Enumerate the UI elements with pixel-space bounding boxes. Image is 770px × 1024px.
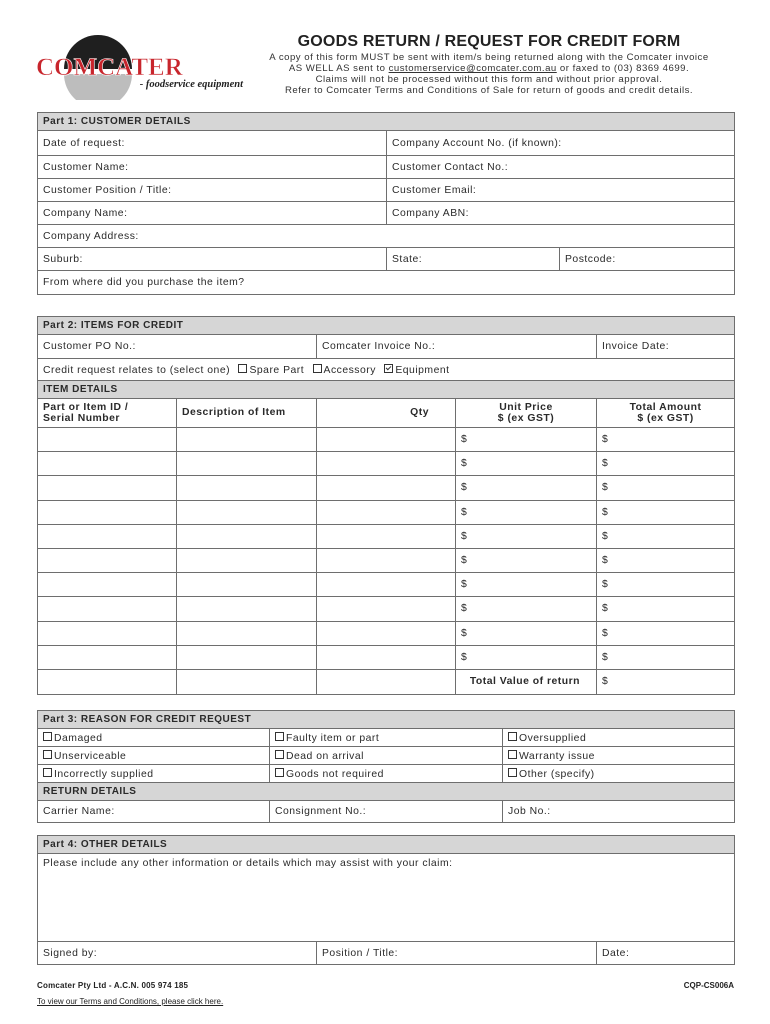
- col-qty: Qty: [317, 399, 456, 428]
- col-total-amount: [597, 399, 735, 428]
- col-part-id: [38, 399, 177, 428]
- form-title: GOODS RETURN / REQUEST FOR CREDIT FORM: [297, 33, 681, 50]
- col-unit-line1: Unit Price: [499, 402, 553, 413]
- oversupplied-label: Oversupplied: [519, 732, 587, 744]
- item-description-cell[interactable]: [177, 621, 317, 645]
- col-description: Description of Item: [177, 399, 317, 428]
- reason-warranty[interactable]: [503, 747, 735, 765]
- total-amount-cell[interactable]: $: [597, 645, 735, 669]
- instructions-line-2: [244, 63, 734, 74]
- logo-text: COMCATER: [36, 54, 183, 81]
- item-description-cell[interactable]: [177, 476, 317, 500]
- total-amount-cell[interactable]: $: [597, 548, 735, 572]
- faulty-checkbox[interactable]: [275, 732, 284, 741]
- accessory-label: Accessory: [323, 364, 376, 376]
- item-description-cell[interactable]: [177, 428, 317, 452]
- incorrectly-supplied-label: Incorrectly supplied: [54, 768, 154, 780]
- unit-price-cell[interactable]: $: [456, 452, 597, 476]
- option-equipment[interactable]: [384, 365, 449, 376]
- item-id-cell[interactable]: [38, 645, 177, 669]
- terms-link[interactable]: To view our Terms and Conditions, please click here.: [37, 997, 224, 1006]
- item-row: [38, 645, 735, 669]
- reason-oversupplied[interactable]: [503, 729, 735, 747]
- incorrectly-supplied-checkbox[interactable]: [43, 768, 52, 777]
- form-code: CQP-CS006A: [683, 981, 734, 990]
- warranty-checkbox[interactable]: [508, 750, 517, 759]
- reason-other[interactable]: [503, 765, 735, 783]
- item-qty-cell[interactable]: [317, 597, 456, 621]
- comcater-logo: [34, 32, 246, 100]
- item-details-heading: ITEM DETAILS: [38, 381, 735, 399]
- item-description-cell[interactable]: [177, 524, 317, 548]
- col-part-id-line1: Part or Item ID /: [43, 402, 129, 413]
- total-amount-cell[interactable]: $: [597, 597, 735, 621]
- company-abn-field[interactable]: Company ABN:: [387, 202, 735, 225]
- total-amount-cell[interactable]: $: [597, 476, 735, 500]
- item-id-cell[interactable]: [38, 621, 177, 645]
- total-amount-cell[interactable]: $: [597, 428, 735, 452]
- part1-customer-details: [37, 112, 735, 295]
- item-row: [38, 500, 735, 524]
- not-required-checkbox[interactable]: [275, 768, 284, 777]
- item-qty-cell[interactable]: [317, 645, 456, 669]
- credit-relates-label: Credit request relates to (select one): [43, 364, 231, 376]
- total-value-label: Total Value of return: [456, 669, 597, 694]
- item-qty-cell[interactable]: [317, 428, 456, 452]
- damaged-checkbox[interactable]: [43, 732, 52, 741]
- item-row: [38, 621, 735, 645]
- col-part-id-line2: Serial Number: [43, 413, 120, 424]
- signed-date-field[interactable]: Date:: [597, 942, 735, 965]
- other-label: Other (specify): [519, 768, 595, 780]
- account-no-field[interactable]: Company Account No. (if known):: [387, 131, 735, 156]
- item-qty-cell[interactable]: [317, 621, 456, 645]
- item-qty-cell[interactable]: [317, 500, 456, 524]
- unit-price-cell[interactable]: $: [456, 548, 597, 572]
- signed-by-field[interactable]: Signed by:: [38, 942, 317, 965]
- purchase-from-field[interactable]: From where did you purchase the item?: [38, 271, 735, 295]
- item-description-cell[interactable]: [177, 500, 317, 524]
- instructions-line-4: Refer to Comcater Terms and Conditions of Sale for return of goods and credit details.: [284, 85, 694, 96]
- item-id-cell[interactable]: [38, 548, 177, 572]
- item-id-cell[interactable]: [38, 476, 177, 500]
- item-row: [38, 476, 735, 500]
- col-total-line1: Total Amount: [629, 402, 702, 413]
- date-of-request-field[interactable]: Date of request:: [38, 131, 387, 156]
- item-id-cell[interactable]: [38, 452, 177, 476]
- return-details-heading: RETURN DETAILS: [38, 783, 735, 801]
- option-spare-part[interactable]: [238, 365, 304, 376]
- unit-price-cell[interactable]: $: [456, 621, 597, 645]
- damaged-label: Damaged: [54, 732, 103, 744]
- reason-not-required[interactable]: [270, 765, 503, 783]
- line2-suffix: or faxed to (03) 8369 4699.: [556, 63, 690, 74]
- part1-heading: Part 1: CUSTOMER DETAILS: [38, 113, 735, 131]
- item-row: [38, 524, 735, 548]
- customer-email-field[interactable]: Customer Email:: [387, 179, 735, 202]
- not-required-label: Goods not required: [286, 768, 384, 780]
- spare-part-checkbox[interactable]: [238, 364, 247, 373]
- item-description-cell[interactable]: [177, 548, 317, 572]
- oversupplied-checkbox[interactable]: [508, 732, 517, 741]
- total-value-cell[interactable]: $: [597, 669, 735, 694]
- item-row: [38, 573, 735, 597]
- item-description-cell[interactable]: [177, 452, 317, 476]
- reason-unserviceable[interactable]: [38, 747, 270, 765]
- total-spacer-1: [38, 669, 177, 694]
- item-id-cell[interactable]: [38, 524, 177, 548]
- accessory-checkbox[interactable]: [313, 364, 322, 373]
- reason-dead-on-arrival[interactable]: [270, 747, 503, 765]
- total-amount-cell[interactable]: $: [597, 573, 735, 597]
- reason-incorrectly-supplied[interactable]: [38, 765, 270, 783]
- item-qty-cell[interactable]: [317, 476, 456, 500]
- signer-position-field[interactable]: Position / Title:: [317, 942, 597, 965]
- total-amount-cell[interactable]: $: [597, 452, 735, 476]
- part3-heading: Part 3: REASON FOR CREDIT REQUEST: [38, 711, 735, 729]
- part2-items-for-credit: [37, 316, 735, 695]
- item-description-cell[interactable]: [177, 597, 317, 621]
- company-address-field[interactable]: Company Address:: [38, 225, 735, 248]
- item-qty-cell[interactable]: [317, 548, 456, 572]
- dead-on-arrival-checkbox[interactable]: [275, 750, 284, 759]
- item-row: [38, 597, 735, 621]
- item-row: [38, 428, 735, 452]
- part2-heading: Part 2: ITEMS FOR CREDIT: [38, 317, 735, 335]
- item-id-cell[interactable]: [38, 573, 177, 597]
- unserviceable-checkbox[interactable]: [43, 750, 52, 759]
- item-id-cell[interactable]: [38, 500, 177, 524]
- other-checkbox[interactable]: [508, 768, 517, 777]
- faulty-label: Faulty item or part: [286, 732, 380, 744]
- invoice-date-field[interactable]: Invoice Date:: [597, 335, 735, 359]
- other-details-textarea[interactable]: Please include any other information or details which may assist with your claim:: [38, 854, 735, 942]
- col-unit-price: [456, 399, 597, 428]
- option-accessory[interactable]: [313, 365, 376, 376]
- total-amount-cell[interactable]: $: [597, 524, 735, 548]
- part4-heading: Part 4: OTHER DETAILS: [38, 836, 735, 854]
- item-id-cell[interactable]: [38, 428, 177, 452]
- part4-other-details: [37, 835, 735, 965]
- logo-graphic: [34, 32, 246, 100]
- credit-relates-row: [38, 359, 735, 381]
- postcode-field[interactable]: Postcode:: [560, 248, 735, 271]
- item-qty-cell[interactable]: [317, 452, 456, 476]
- consignment-no-field[interactable]: Consignment No.:: [270, 801, 503, 823]
- warranty-label: Warranty issue: [519, 750, 595, 762]
- total-amount-cell[interactable]: $: [597, 500, 735, 524]
- unit-price-cell[interactable]: $: [456, 476, 597, 500]
- item-description-cell[interactable]: [177, 573, 317, 597]
- unit-price-cell[interactable]: $: [456, 597, 597, 621]
- invoice-no-field[interactable]: Comcater Invoice No.:: [317, 335, 597, 359]
- unit-price-cell[interactable]: $: [456, 428, 597, 452]
- company-acn: Comcater Pty Ltd - A.C.N. 005 974 185: [37, 981, 189, 990]
- logo-tagline: - foodservice equipment: [139, 79, 243, 90]
- job-no-field[interactable]: Job No.:: [503, 801, 735, 823]
- unit-price-cell[interactable]: $: [456, 645, 597, 669]
- item-qty-cell[interactable]: [317, 524, 456, 548]
- unit-price-cell[interactable]: $: [456, 524, 597, 548]
- state-field[interactable]: State:: [387, 248, 560, 271]
- customer-name-field[interactable]: Customer Name:: [38, 156, 387, 179]
- item-rows: [38, 428, 735, 670]
- equipment-label: Equipment: [395, 364, 450, 376]
- reason-faulty[interactable]: [270, 729, 503, 747]
- contact-no-field[interactable]: Customer Contact No.:: [387, 156, 735, 179]
- unit-price-cell[interactable]: $: [456, 573, 597, 597]
- email-link[interactable]: customerservice@comcater.com.au: [388, 63, 557, 74]
- reason-damaged[interactable]: [38, 729, 270, 747]
- total-amount-cell[interactable]: $: [597, 621, 735, 645]
- carrier-name-field[interactable]: Carrier Name:: [38, 801, 270, 823]
- total-spacer-2: [177, 669, 317, 694]
- item-row: [38, 548, 735, 572]
- col-total-line2: $ (ex GST): [637, 413, 694, 424]
- item-id-cell[interactable]: [38, 597, 177, 621]
- customer-position-field[interactable]: Customer Position / Title:: [38, 179, 387, 202]
- equipment-checkbox[interactable]: [384, 364, 393, 373]
- unit-price-cell[interactable]: $: [456, 500, 597, 524]
- total-spacer-3: [317, 669, 456, 694]
- spare-part-label: Spare Part: [249, 364, 305, 376]
- suburb-field[interactable]: Suburb:: [38, 248, 387, 271]
- dead-on-arrival-label: Dead on arrival: [286, 750, 364, 762]
- item-row: [38, 452, 735, 476]
- item-description-cell[interactable]: [177, 645, 317, 669]
- item-qty-cell[interactable]: [317, 573, 456, 597]
- instructions-line-1: A copy of this form MUST be sent with item/s being returned along with the Comcater invoice: [269, 52, 709, 63]
- unserviceable-label: Unserviceable: [54, 750, 127, 762]
- customer-po-field[interactable]: Customer PO No.:: [38, 335, 317, 359]
- line2-prefix: AS WELL AS sent to: [288, 63, 389, 74]
- col-unit-line2: $ (ex GST): [497, 413, 555, 424]
- company-name-field[interactable]: Company Name:: [38, 202, 387, 225]
- instructions-line-3: Claims will not be processed without this form and without prior approval.: [315, 74, 663, 85]
- part3-reason: [37, 710, 735, 823]
